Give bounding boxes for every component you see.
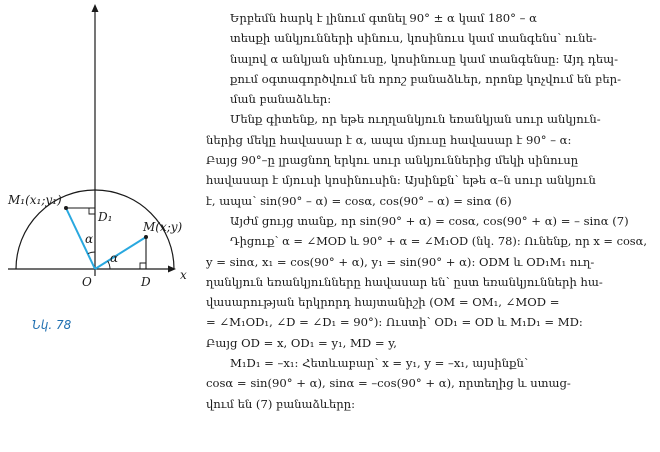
text-line: վում են (7) բանաձևերը: (206, 396, 356, 411)
label-d: D (141, 275, 151, 289)
text-line: ղանկյուն եռանկյունները հավասար են՝ ըստ եռանկյունների հա- (206, 274, 603, 289)
label-alpha-base: α (110, 251, 119, 265)
radius-om (95, 237, 146, 269)
text-line: cosα = sin(90° + α), sinα = –cos(90° + α), որտեղից և ստաց- (206, 376, 571, 391)
text-line: նալով α անկյան սինուսը, կոսինուսը կամ տանգենսը: Այդ դեպ- (230, 51, 619, 66)
paragraph-intro (206, 8, 652, 109)
paragraph-claim (206, 211, 652, 231)
text-line: Մենք գիտենք, որ եթե ուղղանկյուն եռանկյան սուր անկյուն- (230, 112, 601, 127)
text-line: Բայց 90°–ը լրացնող երկու սուր անկյուններից մեկի սինուսը (206, 153, 579, 168)
paragraph-proof (206, 231, 652, 353)
x-axis-arrow (168, 266, 176, 273)
paragraph-conclusion (206, 353, 652, 414)
paragraph-complementary (206, 109, 652, 210)
point-m1 (64, 206, 68, 210)
figure-caption: Նկ. 78 (32, 318, 72, 332)
text-line: = ∠M₁OD₁, ∠D = ∠D₁ = 90°): Ուստի՝ OD₁ = OD և M₁D₁ = MD: (206, 315, 583, 330)
text-line: վասարության երկրորդ հայտանիշի (OM = OM₁, ∠MOD = (206, 295, 560, 310)
text-body (206, 8, 652, 414)
text-line: M₁D₁ = –x₁: Հետևաբար՝ x = y₁, y = –x₁, այսինքն՝ (230, 356, 529, 371)
text-line: տեսքի անկյունների սինուս, կոսինուս կամ տանգենս՝ ունե- (230, 31, 597, 46)
right-angle-d1 (89, 208, 95, 214)
formula-6: է, ապա՝ sin(90° – α) = cosα, cos(90° – α) = sinα (6) (206, 193, 512, 208)
label-alpha-inner: α (85, 232, 94, 246)
formula-7: Այժմ ցույց տանք, որ sin(90° + α) = cosα, cos(90° + α) = – sinα (7) (230, 213, 629, 228)
text-line: Երբեմն հարկ է լինում գտնել 90° ± α կամ 180° – α (230, 11, 537, 25)
label-d1: D₁ (98, 210, 113, 224)
figure-78 (0, 0, 200, 340)
text-line: y = sinα, x₁ = cos(90° + α), y₁ = sin(90° + α): ODM և OD₁M₁ ուղ- (206, 254, 595, 269)
label-m1: M₁(x₁;y₁) (8, 193, 62, 207)
label-m: M(x;y) (143, 220, 183, 234)
text-line: ման բանաձևեր: (230, 92, 332, 107)
label-o: O (82, 275, 92, 289)
text-line: քում օգտագործվում են որոշ բանաձևեր, որոնք կոչվում են բեր- (230, 71, 622, 86)
label-x-axis: x (180, 268, 187, 282)
point-m (144, 235, 148, 239)
text-line: ներից մեկը հավասար է α, ապա մյուսը հավասար է 90° – α: (206, 132, 572, 147)
text-line: Բայց OD = x, OD₁ = y₁, MD = y, (206, 335, 397, 350)
text-line: Դիցուք՝ α = ∠MOD և 90° + α = ∠M₁OD (նկ. 78): Ունենք, որ x = cosα, (230, 234, 647, 249)
right-angle-d (140, 263, 146, 269)
text-line: հավասար է մյուսի կոսինուսին: Այսինքն՝ եթե α–ն սուր անկյուն (206, 173, 596, 188)
angle-arc-inner (88, 252, 95, 254)
y-axis-arrow (92, 4, 99, 12)
unit-circle-diagram (0, 0, 200, 340)
